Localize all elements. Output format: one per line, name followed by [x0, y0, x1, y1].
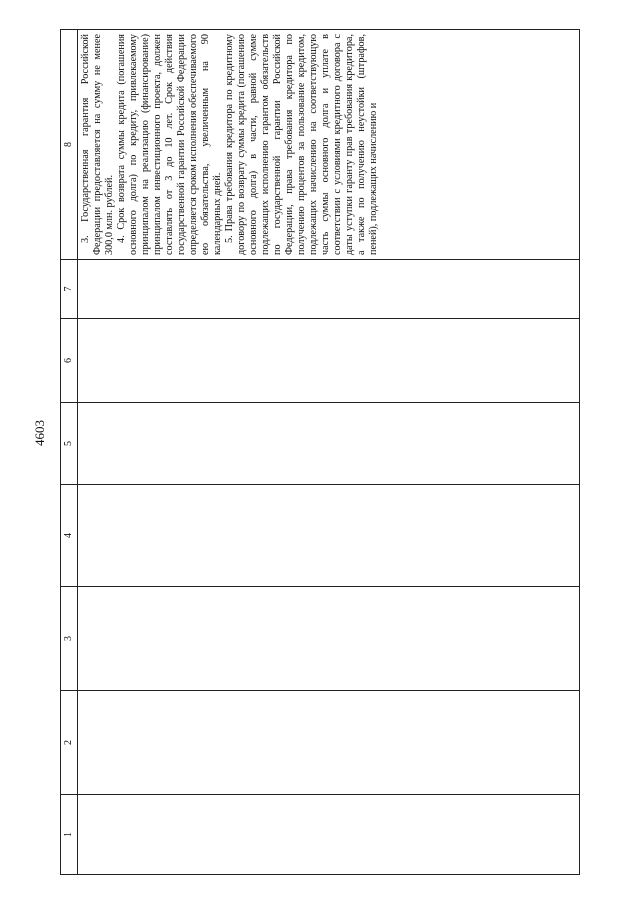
column-header-6: 6: [61, 319, 78, 403]
cell-col-2: [78, 691, 580, 795]
column-header-2: 2: [61, 691, 78, 795]
table-row: [78, 30, 580, 875]
cell-col-3: [78, 587, 580, 691]
table-header-row: [61, 30, 78, 875]
cell-col-4: [78, 485, 580, 587]
cell-col-7: [78, 260, 580, 319]
paragraph-item-3: 3. Государственная гарантия Российской Федерации предоставляется на сумму не менее 300,0 млн. рублей.: [80, 34, 115, 255]
page-number: 4603: [32, 420, 47, 446]
paragraph-item-4: 4. Срок возврата суммы кредита (погашения основного долга) по кредиту, привлекаемому принципалом на реализацию (финансирование) принципалом инвестиционного проекта, должен составлять от 3 до 10 лет. Срок действия государственной гарантии Российской Федерации определяется сроком исполнения обеспечиваемого ею обязательства, увеличенным на 90 календарных дней.: [116, 34, 223, 255]
column-header-8: 8: [61, 30, 78, 260]
cell-col-6: [78, 319, 580, 403]
cell-col-5: [78, 403, 580, 485]
column-header-5: 5: [61, 403, 78, 485]
cell-col-8: [78, 30, 580, 260]
paragraph-item-5: 5. Права требования кредитора по кредитному договору по возврату суммы кредита (погашению основного долга) в части, равной сумме подлежащих исполнению гарантом обязательств по государственной гарантии Российской Федерации, права требования кредитора по получению процентов за пользование кредитом, подлежащих начислению на соответствующую часть суммы основного долга и уплате в соответствии с условиями кредитного договора с даты уступки гаранту прав требования кредитора, а также по получению неустойки (штрафов, пеней), подлежащих начислению и: [224, 34, 379, 255]
col8-text: [78, 30, 380, 259]
cell-col-1: [78, 795, 580, 875]
rotated-table-wrapper: [60, 30, 578, 875]
column-header-3: 3: [61, 587, 78, 691]
column-header-4: 4: [61, 485, 78, 587]
column-header-7: 7: [61, 260, 78, 319]
column-header-1: 1: [61, 795, 78, 875]
data-table: [60, 29, 580, 875]
